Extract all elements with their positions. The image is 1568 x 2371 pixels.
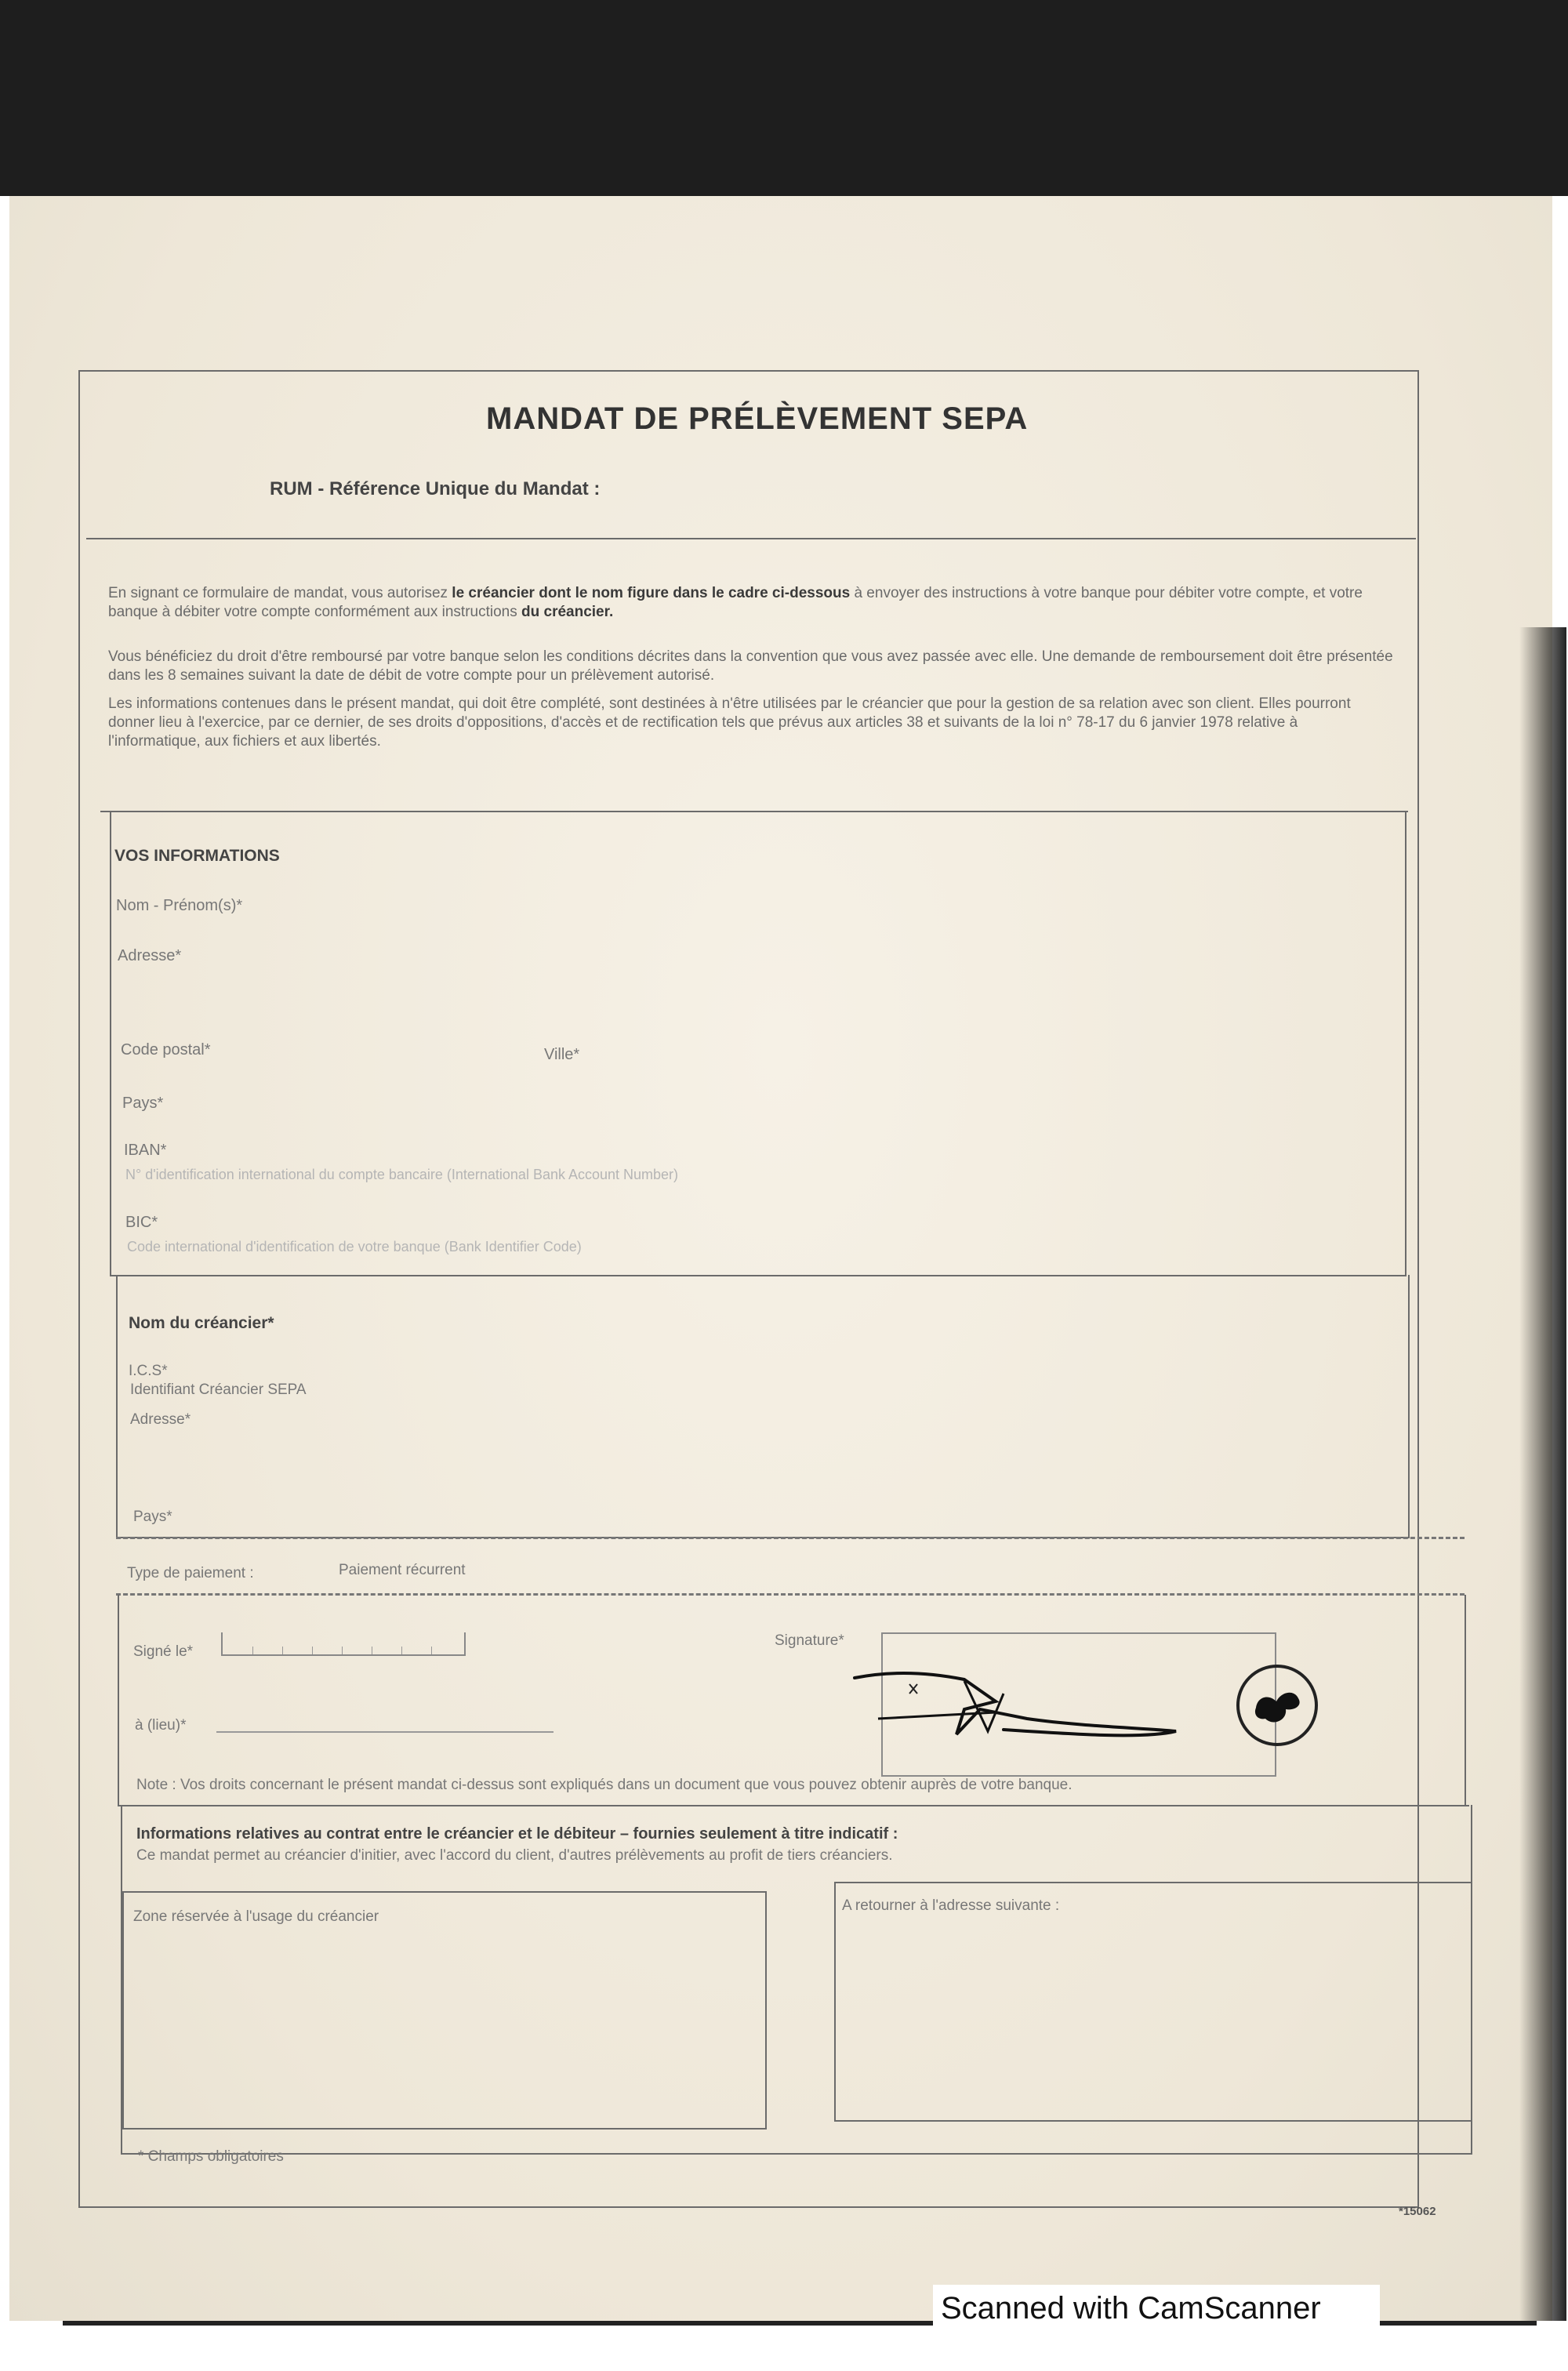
debtor-bic-hint: Code international d'identification de votre banque (Bank Identifier Code) [127,1239,582,1254]
creditor-ics-sublabel: Identifiant Créancier SEPA [130,1382,307,1398]
scanner-top-bar [0,0,1568,196]
stamp-seal-icon [1234,1662,1320,1748]
form-title: MANDAT DE PRÉLÈVEMENT SEPA [486,401,1029,436]
camscanner-watermark: Scanned with CamScanner [941,2291,1321,2326]
place-field[interactable] [216,1731,554,1733]
debtor-iban-label[interactable]: IBAN* [124,1142,167,1159]
place-label: à (lieu)* [135,1717,187,1734]
creditor-country-label: Pays* [133,1509,172,1525]
signature-note: Note : Vos droits concernant le présent mandat ci-dessus sont expliqués dans un document que vous pouvez obtenir auprès de votre banque. [136,1777,1073,1793]
debtor-bic-label[interactable]: BIC* [125,1214,158,1231]
debtor-iban-hint: N° d'identification international du compte bancaire (International Bank Account Number) [125,1167,679,1182]
contract-text: Ce mandat permet au créancier d'initier, avec l'accord du client, d'autres prélèvements au profit de tiers créanciers. [136,1847,893,1864]
signed-on-date-field[interactable] [221,1632,466,1656]
payment-type-value[interactable]: Paiement récurrent [339,1562,466,1578]
required-fields-note: * Champs obligatoires [138,2148,284,2165]
debtor-section [110,811,1406,1276]
intro-paragraph-3: Les informations contenues dans le présent mandat, qui doit être complété, sont destinées à n'être utilisées par le créancier que pour la gestion de sa relation avec son client. Elles pourront donner lieu à l'exercice, par ce dernier, de ses droits d'oppositions, d'accès et de rectification tels que prévus aux articles 38 et suivants de la loi n° 78-17 du 6 janvier 1978 relative à l'informatique, aux fichiers et aux libertés. [108,695,1351,750]
signature-label: Signature* [775,1632,844,1649]
creditor-section [116,1275,1410,1538]
contract-title: Informations relatives au contrat entre le créancier et le débiteur – fournies seulement à titre indicatif : [136,1825,898,1843]
signed-on-label: Signé le* [133,1643,194,1660]
debtor-address-label[interactable]: Adresse* [118,947,182,964]
intro-paragraph-2: Vous bénéficiez du droit d'être remboursé par votre banque selon les conditions décrites dans la convention que vous avez passée avec elle. Une demande de remboursement doit être présentée dans les 8 semaines suivant la date de débit de votre compte pour un prélèvement autorisé. [108,648,1393,684]
contract-section [121,1805,1472,2155]
page-edge-shadow [1519,627,1566,2321]
debtor-country-label[interactable]: Pays* [122,1095,164,1112]
creditor-address-label: Adresse* [130,1411,191,1428]
handwritten-signature [847,1662,1192,1756]
debtor-section-title: VOS INFORMATIONS [114,847,280,865]
form-code: *15062 [1399,2205,1436,2218]
header-divider [86,538,1416,539]
creditor-name-label: Nom du créancier* [129,1314,274,1332]
creditor-use-zone-label: Zone réservée à l'usage du créancier [133,1908,379,1925]
creditor-ics-label: I.C.S* [129,1363,168,1379]
payment-top-dashes [116,1537,1465,1539]
intro-paragraph-1: En signant ce formulaire de mandat, vous autorisez le créancier dont le nom figure dans le cadre ci-dessous à envoyer des instructions à votre banque pour débiter votre compte, et votre banque à débiter votre compte conformément aux instructions du créancier. [108,585,1363,620]
debtor-postal-code-label[interactable]: Code postal* [121,1041,211,1058]
return-address-label: A retourner à l'adresse suivante : [842,1897,1060,1914]
rum-label: RUM - Référence Unique du Mandat : [270,478,601,499]
debtor-city-label[interactable]: Ville* [544,1046,580,1063]
debtor-name-label[interactable]: Nom - Prénom(s)* [116,897,243,914]
payment-type-label: Type de paiement : [127,1565,254,1581]
